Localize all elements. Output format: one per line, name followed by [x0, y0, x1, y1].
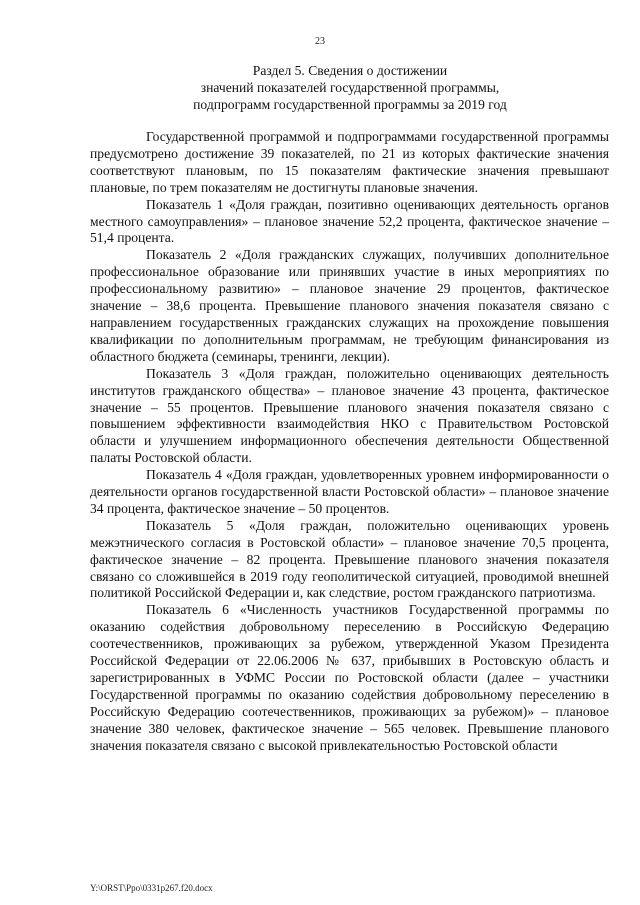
paragraph-indicator-1: Показатель 1 «Доля граждан, позитивно оценивающих деятельность органов местного самоуправления» – плановое значение 52,2 процента, фактическое значение – 51,4 процента. [90, 196, 609, 246]
heading-line-2: значений показателей государственной программы, [200, 80, 500, 95]
body-text [90, 129, 609, 755]
paragraph-indicator-5: Показатель 5 «Доля граждан, положительно оценивающих уровень межэтнического согласия в Ростовской области» – плановое значение 70,5 процента, фактическое значение – 82 процента. Превышение планового значения показателя связано со сложившейся в 2019 году геополитической ситуацией, проводимой внешней политикой Российской Федерации и, как следствие, ростом гражданского патриотизма. [90, 517, 609, 601]
paragraph-indicator-6: Показатель 6 «Численность участников Государственной программы по оказанию содействия добровольному переселению в Российскую Федерацию соотечественников, проживающих за рубежом, утвержденной Указом Президента Российской Федерации от 22.06.2006 № 637, прибывших в Ростовскую область и зарегистрированных в УФМС России по Ростовской области (далее – участники Государственной программы по оказанию содействия добровольному переселению в Российскую Федерацию соотечественников, проживающих за рубежом)» – плановое значение 380 человек, фактическое значение – 565 человек. Превышение планового значения показателя связано с высокой привлекательностью Ростовской области [90, 602, 609, 753]
paragraph-summary: Государственной программой и подпрограммами государственной программы предусмотрено достижение 39 показателей, по 21 из которых фактические значения соответствуют плановым, по 15 показателям фактические значения превышают плановые, по трем показателям не достигнуты плановые значения. [90, 129, 609, 195]
paragraph-indicator-4: Показатель 4 «Доля граждан, удовлетворенных уровнем информированности о деятельности органов государственной власти Ростовской области» – плановое значение 34 процента, фактическое значение – 50 процентов. [90, 467, 609, 516]
paragraph-indicator-2: Показатель 2 «Доля гражданских служащих, получивших дополнительное профессиональное образование или принявших участие в иных мероприятиях по профессиональному развитию» – плановое значение 29 процентов, фактическое значение – 38,6 процента. Превышение планового значения показателя связано с направлением государственных гражданских служащих на прохождение повышения квалификации по дополнительным программам, не требующим финансирования из областного бюджета (семинары, тренинги, лекции). [90, 247, 609, 364]
heading-line-1: Раздел 5. Сведения о достижении [252, 63, 448, 78]
file-path-footer: Y:\ORST\Ppo\0331p267.f20.docx [90, 883, 213, 893]
paragraph-indicator-3: Показатель 3 «Доля граждан, положительно оценивающих деятельность институтов гражданского общества» – плановое значение 43 процента, фактическое значение – 55 процентов. Превышение планового значения показателя связано с повышением эффективности взаимодействия НКО с Правительством Ростовской области и улучшением информационного обеспечения деятельности Общественной палаты Ростовской области. [90, 365, 609, 466]
heading-line-3: подпрограмм государственной программы за 2019 год [193, 97, 507, 112]
section-heading [90, 62, 610, 113]
page-number: 23 [315, 36, 325, 47]
